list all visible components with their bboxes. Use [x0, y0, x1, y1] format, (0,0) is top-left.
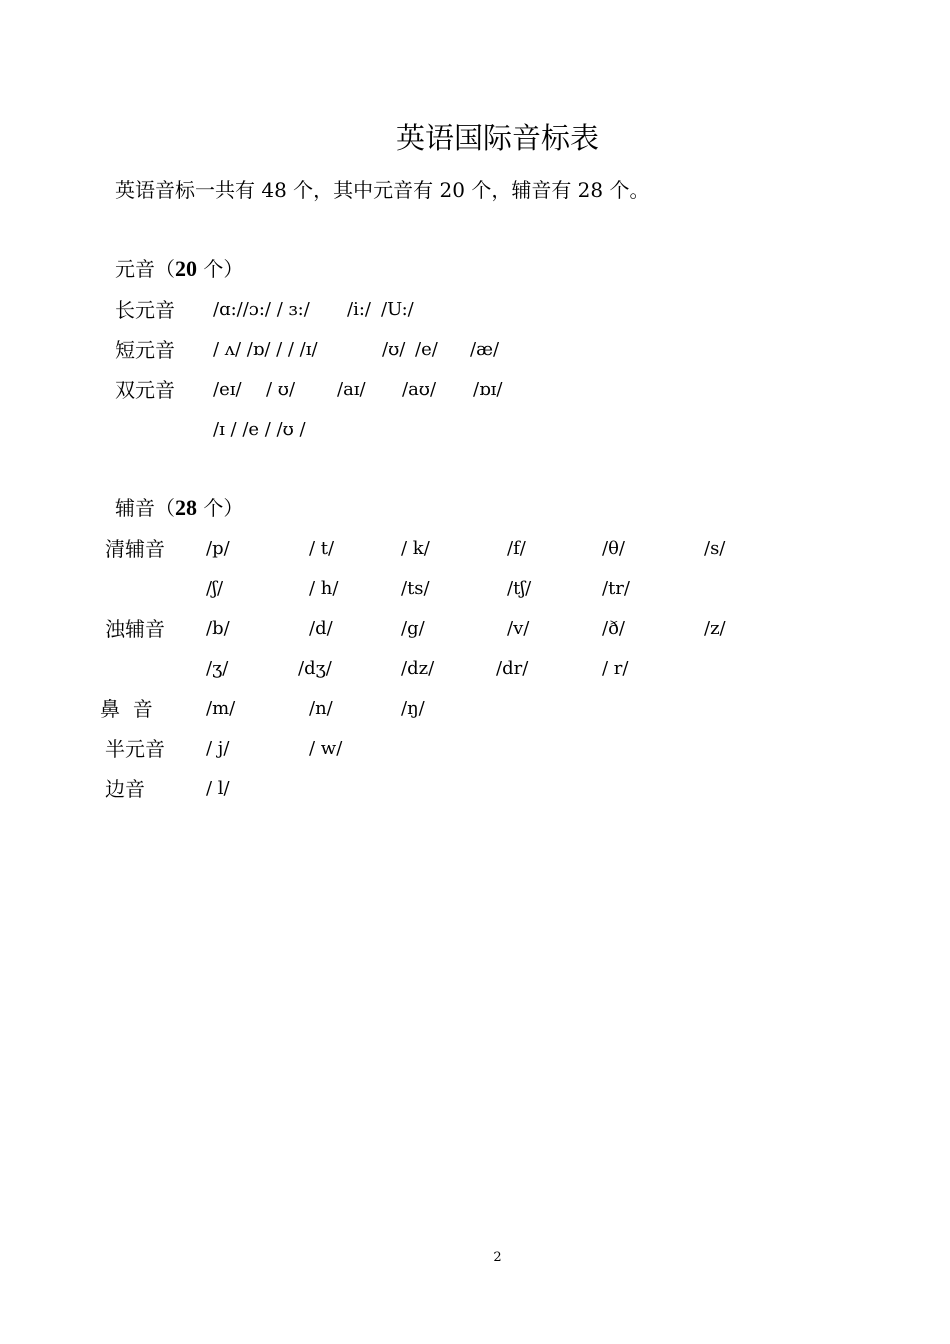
vowels-count: 20 [175, 256, 197, 281]
phonetic-symbol: /ð/ [602, 618, 625, 639]
phonetic-symbol: / k/ [401, 538, 430, 559]
phonetic-symbol: /e/ [415, 339, 438, 360]
phonetic-symbol: /dr/ [496, 658, 529, 679]
phonetic-symbol: /z/ [704, 618, 726, 639]
semivowels-label: 半元音 [105, 737, 165, 761]
vowels-heading-prefix: 元音（ [115, 257, 175, 281]
consonants-count: 28 [175, 495, 197, 520]
phonetic-symbol: /p/ [206, 538, 230, 559]
page-number: 2 [493, 1250, 502, 1265]
consonants-heading-suffix: 个） [197, 496, 244, 520]
page-title: 英语国际音标表 [395, 121, 599, 155]
phonetic-symbol: / w/ [309, 738, 343, 759]
phonetic-symbol: / ʊ/ [266, 379, 296, 400]
phonetic-symbol: /ʃ/ [206, 578, 224, 599]
phonetic-symbol: /d/ [309, 618, 333, 639]
phonetic-symbol: /θ/ [602, 538, 625, 559]
phonetic-symbol: /v/ [507, 618, 530, 639]
phonetic-symbol: / j/ [206, 738, 230, 759]
phonetic-symbol: /tr/ [602, 578, 630, 599]
vowels-heading [115, 254, 243, 284]
consonants-heading-prefix: 辅音（ [115, 496, 175, 520]
phonetic-symbol: /b/ [206, 618, 230, 639]
phonetic-symbol: /dʒ/ [298, 658, 332, 679]
phonetic-symbol: /s/ [704, 538, 726, 559]
lateral-label: 边音 [105, 777, 145, 801]
intro-text: 英语音标一共有 48 个，其中元音有 20 个，辅音有 28 个。 [115, 178, 650, 202]
phonetic-symbol: /n/ [309, 698, 333, 719]
phonetic-symbol: / ʌ/ /ɒ/ / / /ɪ/ [213, 339, 318, 360]
phonetic-symbol: /U:/ [381, 299, 414, 320]
voiced-consonants-label: 浊辅音 [105, 617, 165, 641]
vowels-heading-suffix: 个） [197, 257, 244, 281]
short-vowels-label: 短元音 [115, 338, 175, 362]
phonetic-symbol: / h/ [309, 578, 339, 599]
phonetic-symbol: /ŋ/ [401, 698, 425, 719]
phonetic-symbol: /g/ [401, 618, 425, 639]
phonetic-symbol: / t/ [309, 538, 335, 559]
voiceless-consonants-label: 清辅音 [105, 537, 165, 561]
phonetic-symbol: /tʃ/ [507, 578, 532, 599]
nasal-consonants-label: 鼻 音 [100, 697, 153, 721]
phonetic-symbol: /ɒɪ/ [473, 379, 503, 400]
phonetic-symbol: / r/ [602, 658, 629, 679]
phonetic-symbol: /ʒ/ [206, 658, 229, 679]
phonetic-symbol: / l/ [206, 778, 230, 799]
phonetic-symbol: /ts/ [401, 578, 430, 599]
consonants-heading [115, 493, 243, 523]
phonetic-symbol: /æ/ [470, 339, 500, 360]
long-vowels-label: 长元音 [115, 298, 175, 322]
phonetic-symbol: /ɑ://ɔ:/ / ɜ:/ [213, 299, 310, 320]
diphthongs-label: 双元音 [115, 378, 175, 402]
phonetic-symbol: /aɪ/ [337, 379, 366, 400]
phonetic-symbol: /ʊ/ [382, 339, 406, 360]
phonetic-symbol: /m/ [206, 698, 236, 719]
phonetic-symbol: /f/ [507, 538, 526, 559]
phonetic-symbol: /eɪ/ [213, 379, 242, 400]
phonetic-symbol: /dz/ [401, 658, 435, 679]
phonetic-symbol: /ɪ / /e / /ʊ / [213, 419, 306, 440]
phonetic-symbol: /aʊ/ [402, 379, 437, 400]
phonetic-symbol: /i:/ [347, 299, 371, 320]
